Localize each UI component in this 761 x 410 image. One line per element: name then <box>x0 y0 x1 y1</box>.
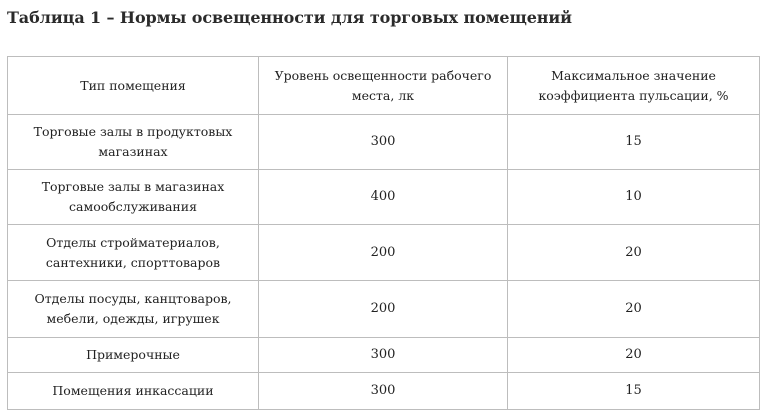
cell-pulsation: 15 <box>508 115 760 170</box>
cell-room-type: Помещения инкассации <box>8 373 259 410</box>
cell-illumination: 300 <box>259 338 508 373</box>
cell-illumination: 300 <box>259 115 508 170</box>
cell-pulsation: 15 <box>508 373 760 410</box>
cell-pulsation: 20 <box>508 225 760 281</box>
header-room-type: Тип помещения <box>8 57 259 115</box>
table-row <box>8 338 760 373</box>
cell-pulsation: 10 <box>508 170 760 225</box>
cell-room-type: Торговые залы в продуктовых магазинах <box>8 115 259 170</box>
cell-illumination: 200 <box>259 225 508 281</box>
cell-illumination: 200 <box>259 281 508 338</box>
table-row <box>8 115 760 170</box>
cell-room-type: Отделы посуды, канцтоваров, мебели, одежды, игрушек <box>8 281 259 338</box>
table-row <box>8 281 760 338</box>
table-row <box>8 225 760 281</box>
cell-illumination: 300 <box>259 373 508 410</box>
table-row <box>8 170 760 225</box>
cell-room-type: Торговые залы в магазинах самообслуживания <box>8 170 259 225</box>
cell-room-type: Отделы стройматериалов, сантехники, спорттоваров <box>8 225 259 281</box>
header-illumination-level: Уровень освещенности рабочего места, лк <box>259 57 508 115</box>
cell-room-type: Примерочные <box>8 338 259 373</box>
table-header-row <box>8 57 760 115</box>
cell-pulsation: 20 <box>508 338 760 373</box>
page-title: Таблица 1 – Нормы освещенности для торговых помещений <box>7 8 572 27</box>
header-pulsation-coefficient: Максимальное значение коэффициента пульсации, % <box>508 57 760 115</box>
lighting-norms-table <box>7 56 760 410</box>
cell-pulsation: 20 <box>508 281 760 338</box>
table-row <box>8 373 760 410</box>
cell-illumination: 400 <box>259 170 508 225</box>
